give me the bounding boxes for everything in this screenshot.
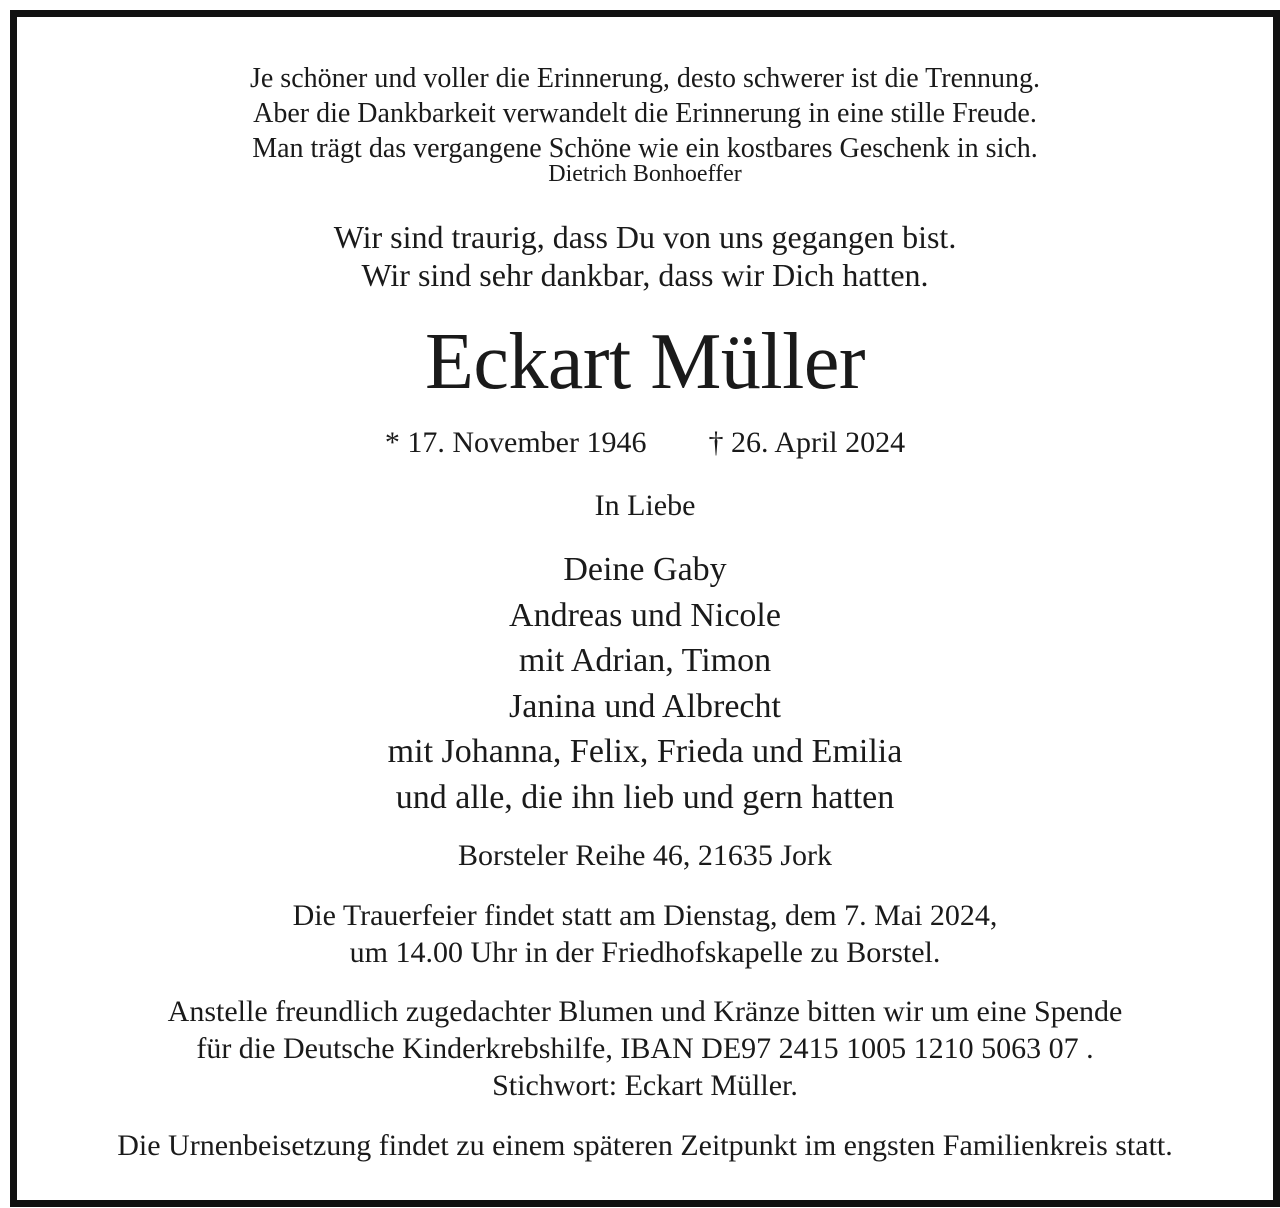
family-line-5: mit Johanna, Felix, Frieda und Emilia xyxy=(387,733,903,770)
funeral-line-1: Die Trauerfeier findet statt am Dienstag, dem 7. Mai 2024, xyxy=(292,899,998,932)
donation-line-1: Anstelle freundlich zugedachter Blumen und Kränze bitten wir um eine Spende xyxy=(167,995,1123,1028)
address: Borsteler Reihe 46, 21635 Jork xyxy=(457,839,833,872)
intro-line-1: Wir sind traurig, dass Du von uns gegangen bist. xyxy=(333,219,957,255)
birth-date: * 17. November 1946 xyxy=(384,426,647,459)
family-line-1: Deine Gaby xyxy=(563,551,727,588)
donation-line-3: Stichwort: Eckart Müller. xyxy=(492,1069,798,1102)
quote-line-3: Man trägt das vergangene Schöne wie ein kostbares Geschenk in sich. xyxy=(252,133,1038,164)
intro-line-2: Wir sind sehr dankbar, dass wir Dich hatten. xyxy=(361,257,929,293)
family-line-4: Janina und Albrecht xyxy=(509,688,781,725)
life-dates xyxy=(17,426,1273,460)
family-line-6: und alle, die ihn lieb und gern hatten xyxy=(395,779,895,816)
closing-phrase: In Liebe xyxy=(594,489,696,522)
donation-line-2: für die Deutsche Kinderkrebshilfe, IBAN DE97 2415 1005 1210 5063 07 . xyxy=(196,1032,1094,1065)
quote-line-1: Je schöner und voller die Erinnerung, desto schwerer ist die Trennung. xyxy=(249,63,1041,94)
quote-line-2: Aber die Dankbarkeit verwandelt die Erinnerung in eine stille Freude. xyxy=(253,98,1037,129)
obituary-content xyxy=(17,17,1273,1200)
deceased-name: Eckart Müller xyxy=(425,318,865,406)
quote-author: Dietrich Bonhoeffer xyxy=(548,161,742,187)
obituary-frame xyxy=(10,10,1280,1207)
death-date: † 26. April 2024 xyxy=(708,426,906,459)
funeral-line-2: um 14.00 Uhr in der Friedhofskapelle zu Borstel. xyxy=(349,936,941,969)
family-line-3: mit Adrian, Timon xyxy=(518,642,772,679)
family-line-2: Andreas und Nicole xyxy=(509,597,781,634)
urn-burial-notice: Die Urnenbeisetzung findet zu einem späteren Zeitpunkt im engsten Familienkreis statt. xyxy=(117,1129,1173,1162)
